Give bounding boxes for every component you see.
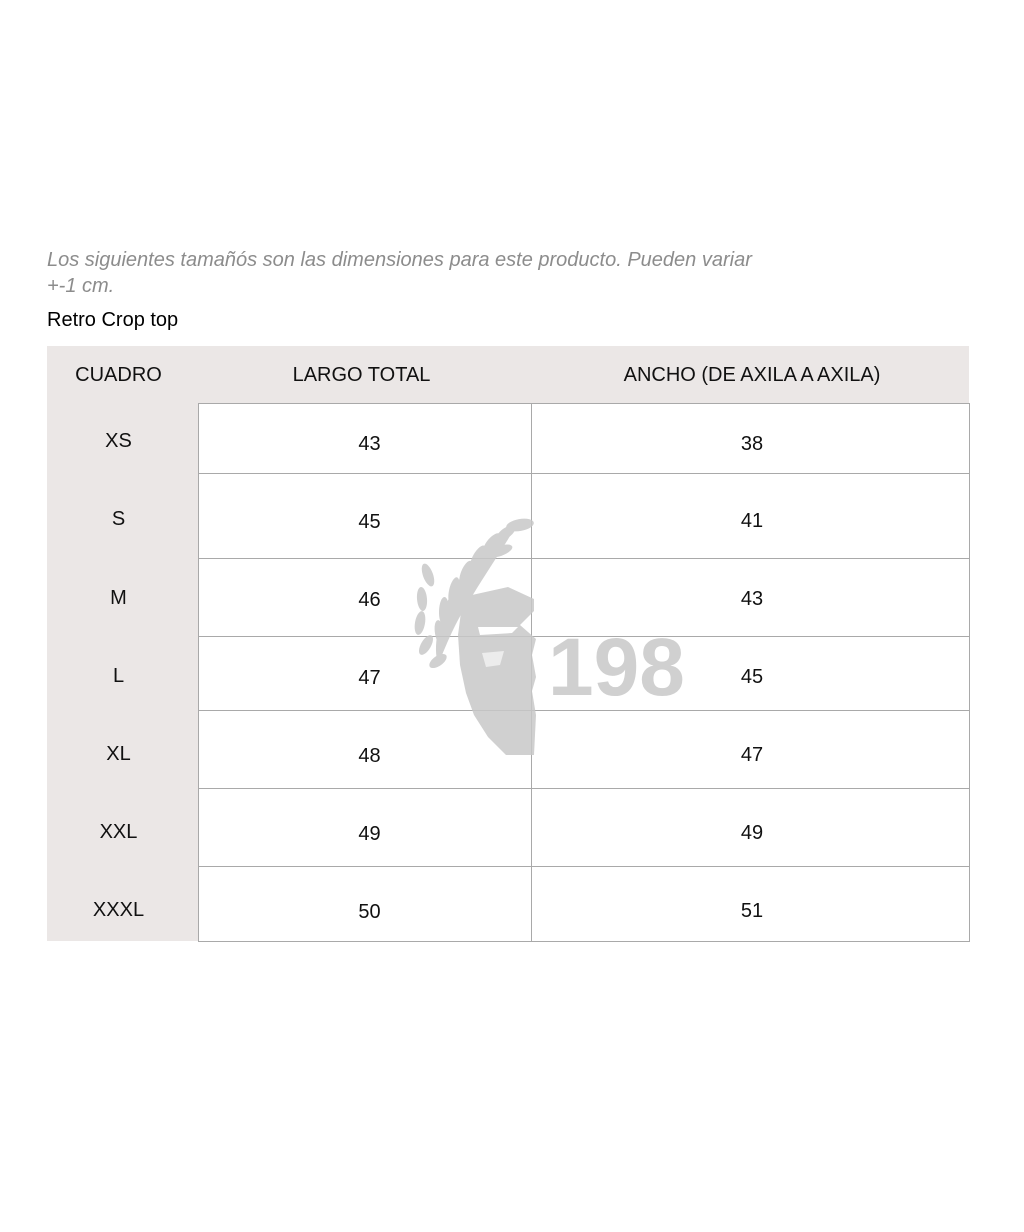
size-label: S (111, 508, 126, 530)
product-title: Retro Crop top (47, 309, 179, 331)
width-value: 43 (740, 588, 764, 610)
length-value: 48 (358, 745, 381, 767)
length-value: 49 (358, 823, 381, 845)
row-divider (199, 788, 969, 789)
size-label: L (112, 665, 125, 687)
row-divider (199, 636, 969, 637)
size-label: XL (106, 743, 131, 765)
header-width: ANCHO (DE AXILA A AXILA) (623, 364, 881, 386)
row-divider (199, 710, 969, 711)
length-value: 50 (358, 901, 381, 923)
size-label: XXL (99, 821, 138, 843)
header-size: CUADRO (75, 364, 162, 386)
size-chart-table (47, 346, 969, 941)
length-value: 46 (358, 589, 381, 611)
header-length: LARGO TOTAL (292, 364, 431, 386)
length-value: 43 (358, 433, 381, 455)
length-value: 45 (358, 511, 381, 533)
width-value: 49 (740, 822, 764, 844)
width-value: 51 (740, 900, 764, 922)
width-value: 45 (740, 666, 764, 688)
size-label: XXXL (92, 899, 145, 921)
row-divider (199, 473, 969, 474)
width-value: 47 (740, 744, 764, 766)
length-value: 47 (358, 667, 381, 689)
size-disclaimer-note (47, 247, 837, 299)
watermark-text: 198 (548, 622, 685, 713)
row-divider (199, 558, 969, 559)
size-label: XS (105, 430, 132, 452)
size-label: M (110, 587, 127, 609)
width-value: 38 (740, 433, 764, 455)
width-value: 41 (740, 510, 764, 532)
row-divider (199, 866, 969, 867)
note-line-2: +-1 cm. (47, 275, 115, 297)
note-line-1: Los siguientes tamañós son las dimensiones para este producto. Pueden variar (47, 249, 752, 271)
